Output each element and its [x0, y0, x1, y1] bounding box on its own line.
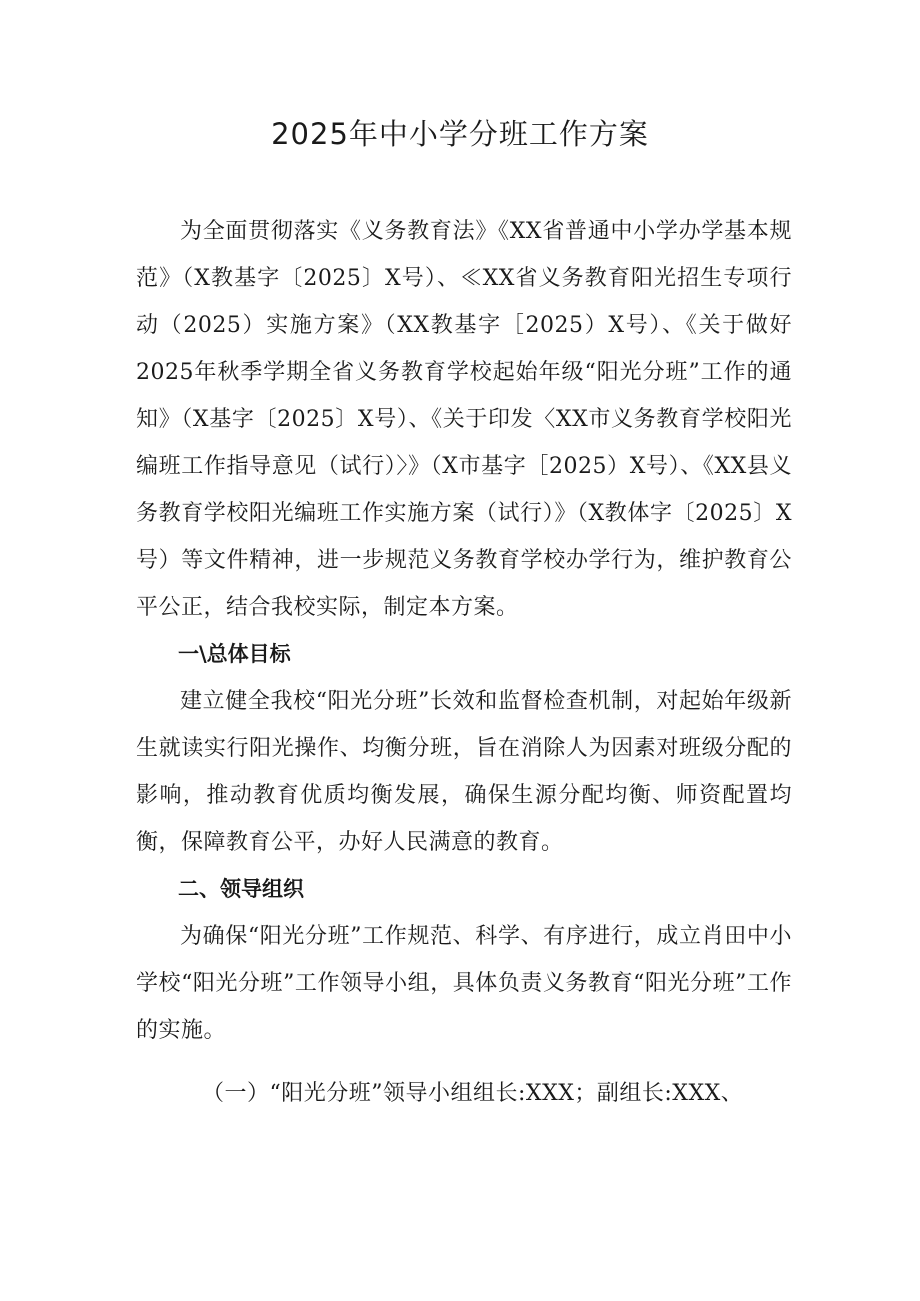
- section-heading-overall-goal: 一\总体目标: [178, 642, 291, 666]
- intro-paragraph: 为全面贯彻落实《义务教育法》《XX省普通中小学办学基本规范》（X教基字〔2025〕X号）、≪XX省义务教育阳光招生专项行动（2025）实施方案》（XX教基字［2025）X号）、《关于做好2025年秋季学期全省义务教育学校起始年级“阳光分班”工作的通知》（X基字〔2025〕X号）、《关于印发〈XX市义务教育学校阳光编班工作指导意见（试行）〉》（X市基字［2025）X号）、《XX县义务教育学校阳光编班工作实施方案（试行）》（X教体字〔2025〕X号）等文件精神，进一步规范义务教育学校办学行为，维护教育公平公正，结合我校实际，制定本方案。: [136, 219, 792, 620]
- section-heading-leadership: 二、领导组织: [178, 877, 304, 901]
- document-title: 2025年中小学分班工作方案: [271, 117, 649, 151]
- leadership-group-item: （一）“阳光分班”领导小组组长:XXX；副组长:XXX、: [202, 1081, 744, 1106]
- overall-goal-paragraph: 建立健全我校“阳光分班”长效和监督检查机制，对起始年级新生就读实行阳光操作、均衡分班，旨在消除人为因素对班级分配的影响，推动教育优质均衡发展，确保生源分配均衡、师资配置均衡，保障教育公平，办好人民满意的教育。: [136, 689, 792, 855]
- leadership-paragraph: 为确保“阳光分班”工作规范、科学、有序进行，成立肖田中小学校“阳光分班”工作领导小组，具体负责义务教育“阳光分班”工作的实施。: [136, 924, 792, 1043]
- document-body: [136, 208, 792, 1117]
